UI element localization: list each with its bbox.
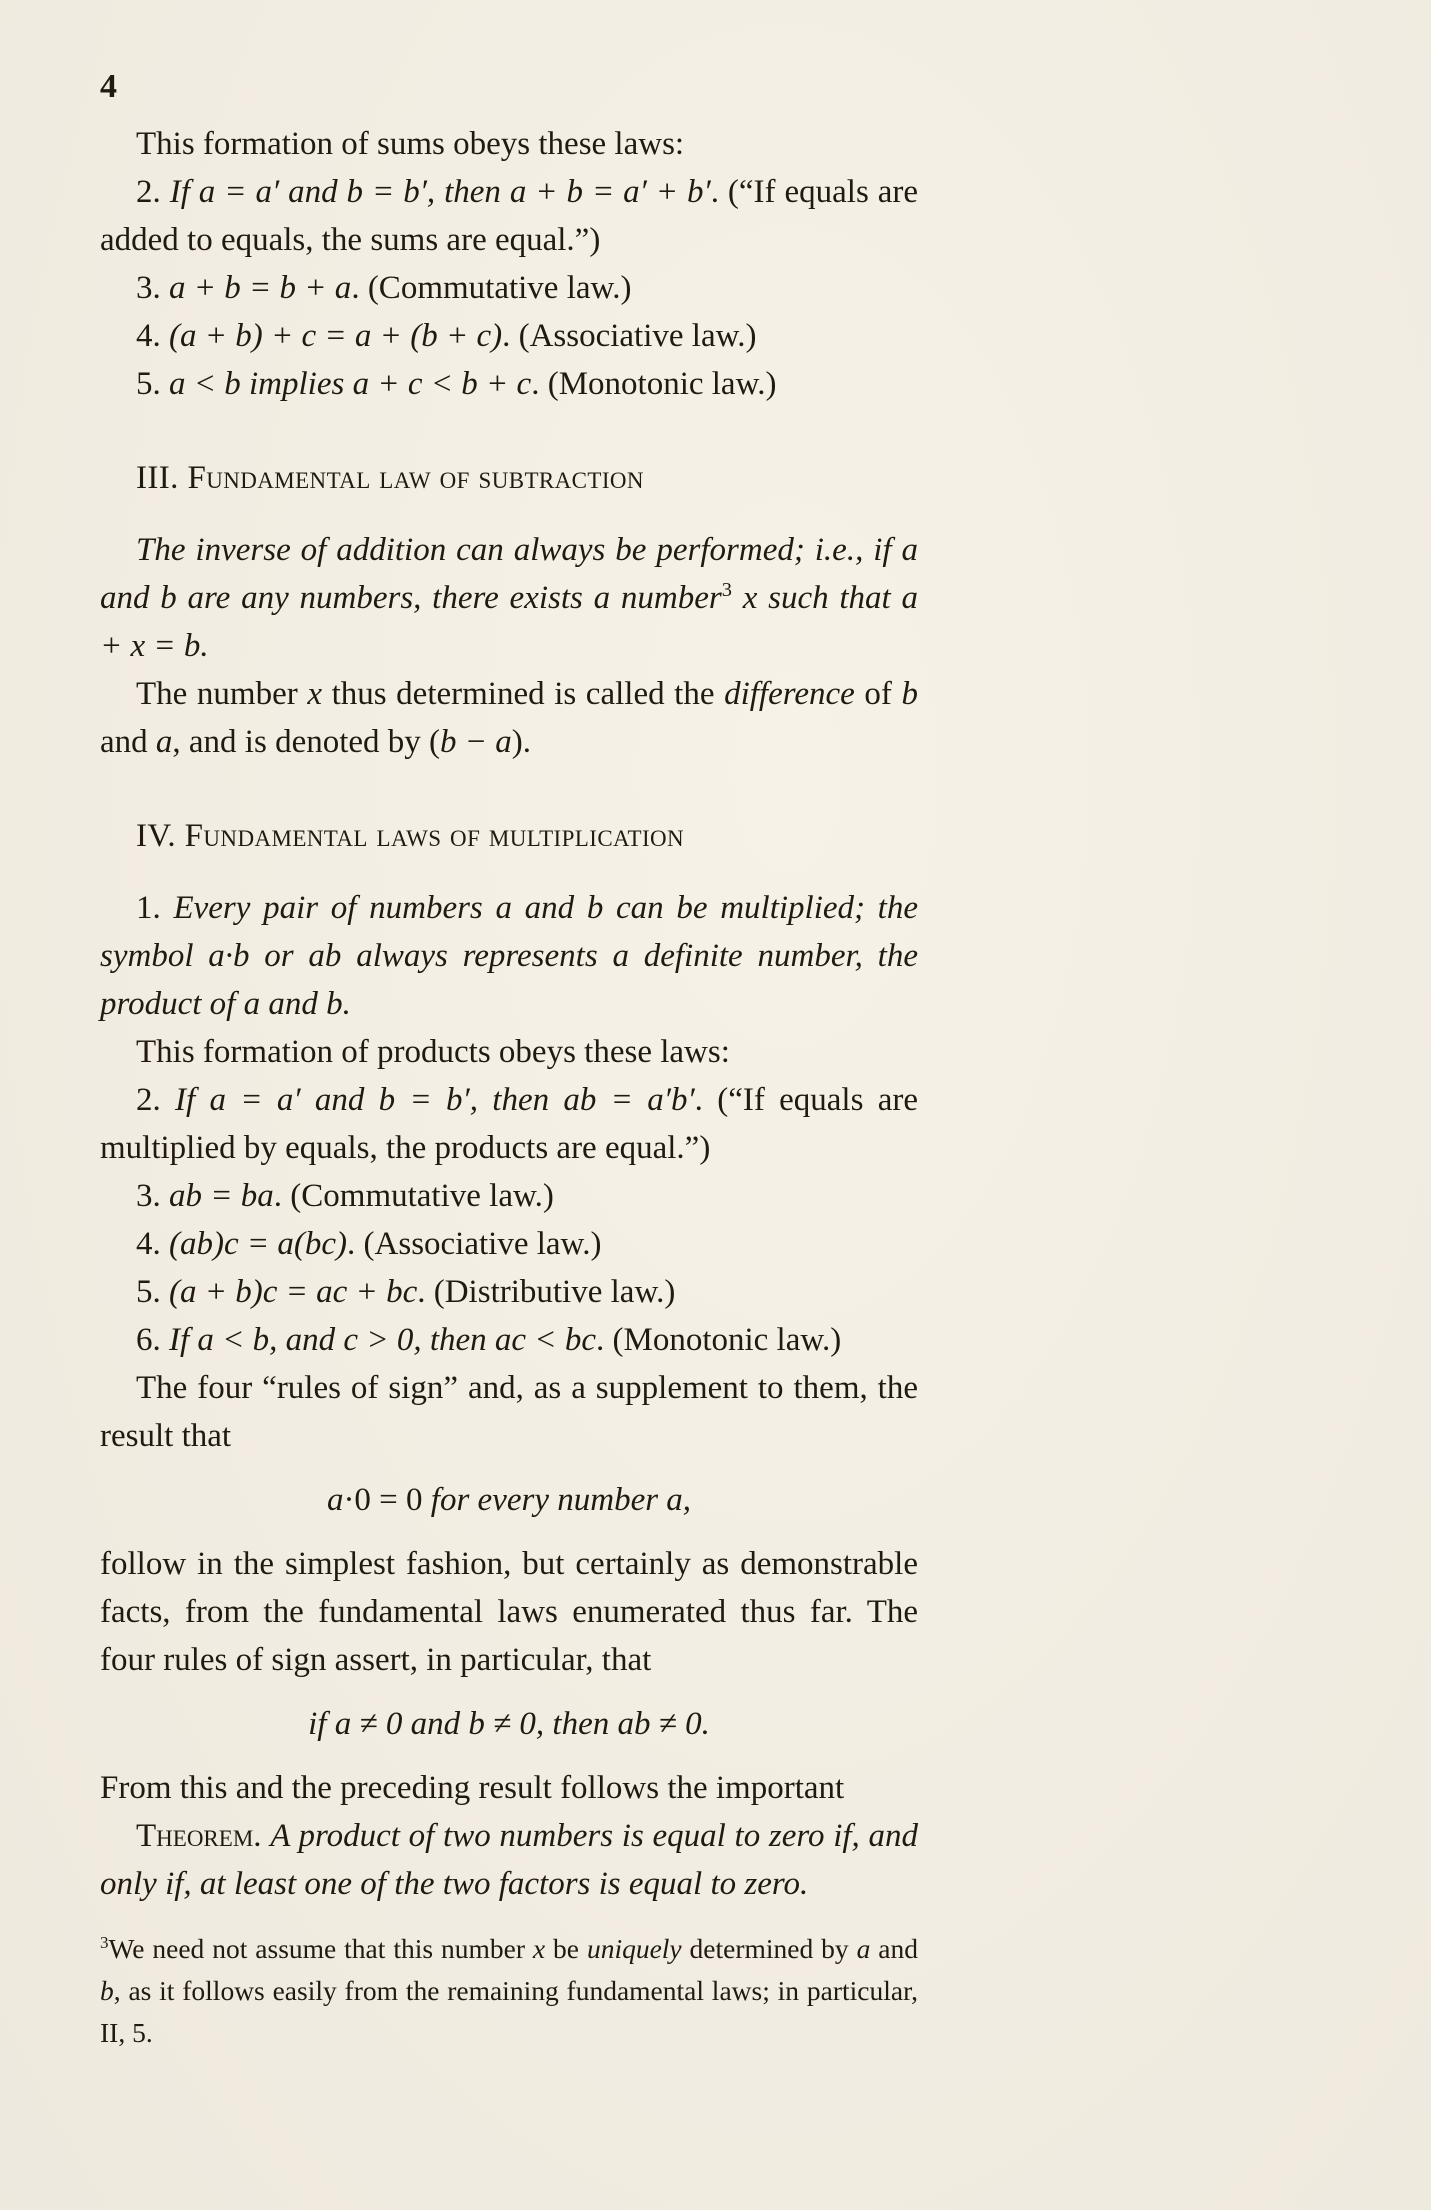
text-segment: , and is denoted by (	[172, 724, 441, 760]
text-segment: uniquely	[586, 1933, 682, 1964]
text-segment: a < b implies a + c < b + c	[169, 366, 532, 402]
text-segment: From this and the preceding result follows the important	[100, 1770, 845, 1806]
text-segment: 1.	[136, 890, 174, 926]
addition-law-5	[100, 360, 918, 408]
text-segment: x such that a + x = b.	[100, 580, 918, 664]
text-segment: . (Associative law.)	[347, 1226, 602, 1262]
text-segment: . (Distributive law.)	[417, 1274, 676, 1310]
text-segment: 6.	[136, 1322, 169, 1358]
text-segment: 3.	[136, 270, 169, 306]
text-segment: for every number a,	[430, 1482, 692, 1518]
text-segment: . (Commutative law.)	[273, 1178, 554, 1214]
text-segment: and	[870, 1933, 918, 1964]
rules-of-sign-continuation	[100, 1540, 918, 1684]
text-segment: and	[100, 724, 156, 760]
section-heading-multiplication	[100, 812, 918, 860]
text-segment: 3.	[136, 1178, 169, 1214]
text-segment: b	[901, 676, 918, 712]
text-segment: if a ≠ 0 and b ≠ 0, then ab ≠ 0.	[308, 1706, 710, 1742]
paragraph-sums-laws-intro	[100, 120, 918, 168]
text-segment: The number	[136, 676, 308, 712]
text-segment: Every pair of numbers a and b can be multiplied; the symbol a·b or ab always represents a definite number, the product of a and b.	[100, 890, 919, 1022]
text-segment: thus determined is called the	[321, 676, 725, 712]
text-segment: A product of two numbers is equal to zero if, and only if, at least one of the two factors is equal to zero.	[100, 1818, 919, 1902]
multiplication-law-1	[100, 884, 918, 1028]
text-segment: 5.	[136, 366, 169, 402]
text-segment: 5.	[136, 1274, 169, 1310]
text-segment: difference	[724, 676, 855, 712]
text-segment: , as it follows easily from the remaining fundamental laws; in particular, II, 5.	[100, 1975, 918, 2048]
text-segment: If a = a′ and b = b′, then a + b = a′ + b′	[169, 174, 711, 210]
text-segment: The four “rules of sign” and, as a supplement to them, the result that	[100, 1370, 918, 1454]
text-segment: ).	[511, 724, 532, 760]
text-segment: a	[326, 1482, 344, 1518]
multiplication-law-2	[100, 1076, 918, 1172]
text-segment: ab = ba	[169, 1178, 274, 1214]
text-segment: a + b = b + a	[169, 270, 352, 306]
text-segment: If a < b, and c > 0, then ac < bc	[169, 1322, 596, 1358]
text-segment: 4.	[136, 318, 169, 354]
difference-definition	[100, 670, 918, 766]
text-segment: Fundamental law of subtraction	[187, 460, 644, 496]
text-segment: Fundamental laws of multiplication	[184, 818, 685, 854]
text-segment: . (Monotonic law.)	[595, 1322, 842, 1358]
multiplication-law-6	[100, 1316, 918, 1364]
text-segment: This formation of sums obeys these laws:	[136, 126, 685, 162]
text-segment: x	[532, 1933, 546, 1964]
text-segment: IV.	[136, 818, 185, 854]
text-segment: 4.	[136, 1226, 169, 1262]
text-segment: (ab)c = a(bc)	[169, 1226, 348, 1262]
text-segment: We need not assume that this number	[108, 1933, 533, 1964]
text-segment: . (Associative law.)	[502, 318, 757, 354]
multiplication-law-3	[100, 1172, 918, 1220]
text-segment: .	[253, 1818, 271, 1854]
text-segment: follow in the simplest fashion, but certainly as demonstrable facts, from the fundamental laws enumerated thus far. The four rules of sign assert, in particular, that	[100, 1546, 918, 1678]
multiplication-law-4	[100, 1220, 918, 1268]
text-segment: . (“If equals are added to equals, the sums are equal.”)	[100, 174, 919, 258]
text-segment: . (Monotonic law.)	[531, 366, 777, 402]
text-segment: of	[854, 676, 902, 712]
text-segment: . (“If equals are multiplied by equals, the products are equal.”)	[100, 1082, 919, 1166]
text-segment: III.	[136, 460, 188, 496]
addition-law-3	[100, 264, 918, 312]
text-segment: 2.	[136, 174, 170, 210]
addition-law-4	[100, 312, 918, 360]
text-segment: b	[100, 1975, 114, 2006]
displayed-equation-nonzero-product	[100, 1700, 918, 1748]
addition-law-2	[100, 168, 918, 264]
text-segment: If a = a′ and b = b′, then ab = a′b′	[175, 1082, 695, 1118]
text-segment: x	[307, 676, 322, 712]
text-segment: be	[545, 1933, 587, 1964]
theorem-statement	[100, 1812, 918, 1908]
text-segment: b − a	[440, 724, 512, 760]
displayed-equation-zero-product	[100, 1476, 918, 1524]
rules-of-sign-intro	[100, 1364, 918, 1460]
text-segment: (a + b) + c = a + (b + c)	[169, 318, 503, 354]
paragraph-products-laws-intro	[100, 1028, 918, 1076]
text-segment: a	[856, 1933, 871, 1964]
text-segment: determined by	[681, 1933, 857, 1964]
theorem-intro	[100, 1764, 918, 1812]
footnote-3	[100, 1928, 918, 2054]
text-segment: This formation of products obeys these laws:	[136, 1034, 730, 1070]
multiplication-law-5	[100, 1268, 918, 1316]
subtraction-statement	[100, 526, 918, 670]
section-heading-subtraction	[100, 454, 918, 502]
text-segment: 3	[721, 579, 732, 601]
text-segment: . (Commutative law.)	[351, 270, 632, 306]
text-segment: 2.	[136, 1082, 176, 1118]
text-segment: Theorem	[136, 1818, 254, 1854]
text-segment: a	[155, 724, 173, 760]
text-segment: ·0 = 0	[343, 1482, 431, 1518]
page-number: 4	[100, 68, 118, 105]
text-segment: (a + b)c = ac + bc	[169, 1274, 418, 1310]
text-segment: 3	[100, 1932, 109, 1952]
text-segment: The inverse of addition can always be performed; i.e., if a and b are any numbers, there exists a number	[100, 532, 918, 616]
page-content	[100, 120, 918, 2054]
